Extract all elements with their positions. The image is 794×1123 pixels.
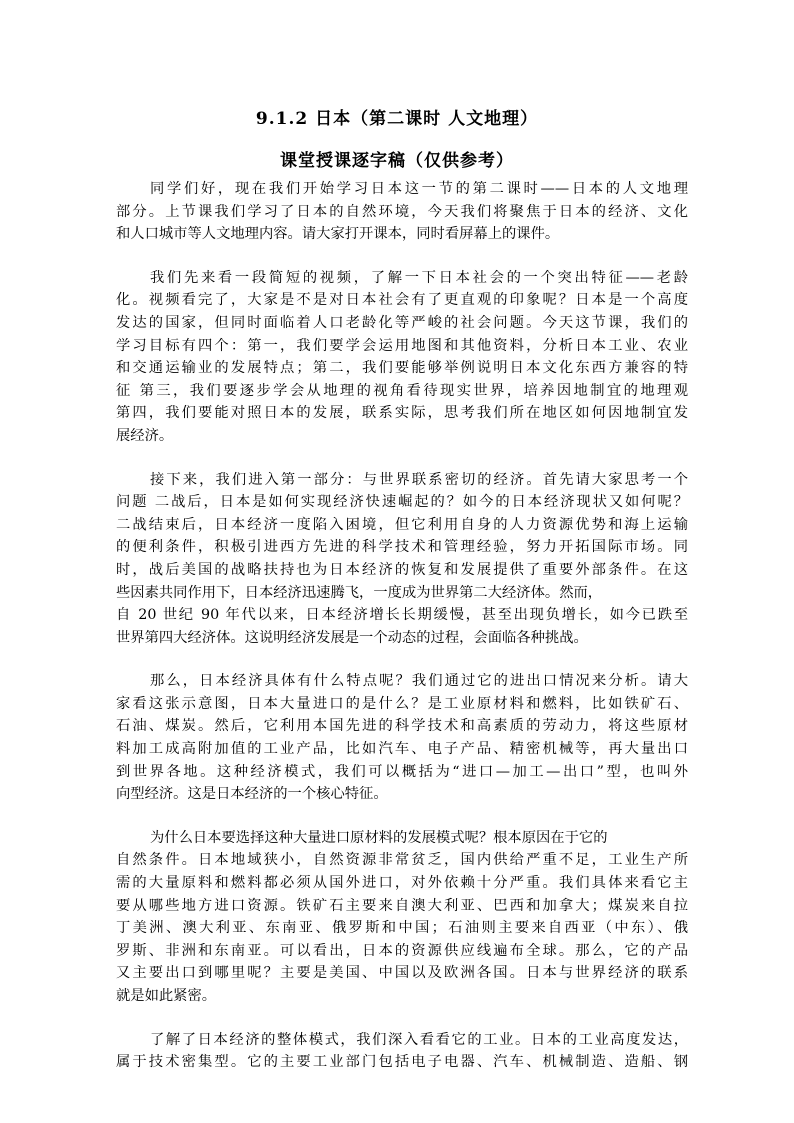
paragraph-line: 的便利条件，积极引进西方先进的科学技术和管理经验，努力开拓国际市场。同 <box>116 539 688 556</box>
paragraph-line: 二战结束后，日本经济一度陷入困境，但它利用自身的人力资源优势和海上运输 <box>116 516 688 533</box>
paragraph-intro <box>116 178 688 246</box>
paragraph-line: 些因素共同作用下，日本经济迅速腾飞，一度成为世界第二大经济体。然而， <box>116 584 603 601</box>
document-title: 9.1.2 日本（第二课时 人文地理） <box>255 109 539 129</box>
paragraph-line: 了解了日本经济的整体模式，我们深入看看它的工业。日本的工业高度发达， <box>150 1031 688 1048</box>
paragraph-line: 料加工成高附加值的工业产品，比如汽车、电子产品、精密机械等，再大量出口 <box>116 741 688 758</box>
paragraph-line: 又主要出口到哪里呢？主要是美国、中国以及欧洲各国。日本与世界经济的联系 <box>116 965 688 982</box>
paragraph-line: 部分。上节课我们学习了日本的自然环境，今天我们将聚焦于日本的经济、文化 <box>116 203 688 220</box>
paragraph-line: 自然条件。日本地域狭小，自然资源非常贫乏，国内供给严重不足，工业生产所 <box>116 852 688 869</box>
document-subtitle: 课堂授课逐字稿（仅供参考） <box>280 151 514 171</box>
paragraph-line: 要从哪些地方进口资源。铁矿石主要来自澳大利亚、巴西和加拿大；煤炭来自拉 <box>116 897 688 914</box>
paragraph-objectives <box>116 267 688 448</box>
paragraph-trade-model <box>116 670 688 806</box>
paragraph-line: 和交通运输业的发展特点；第二，我们要能够举例说明日本文化东西方兼容的特 <box>116 360 688 377</box>
paragraph-line: 化。视频看完了，大家是不是对日本社会有了更直观的印象呢？日本是一个高度 <box>116 292 688 309</box>
paragraph-line: 世界第四大经济体。这说明经济发展是一个动态的过程，会面临各种挑战。 <box>116 629 588 646</box>
paragraph-line: 就是如此紧密。 <box>116 988 217 1004</box>
paragraph-line: 石油、煤炭。然后，它利用本国先进的科学技术和高素质的劳动力，将这些原材 <box>116 718 688 735</box>
paragraph-line: 征 第三，我们要逐步学会从地理的视角看待现实世界，培养因地制宜的地理观 <box>116 382 688 399</box>
paragraph-line: 同学们好，现在我们开始学习日本这一节的第二课时——日本的人文地理 <box>150 181 688 197</box>
paragraph-industry <box>116 1029 688 1074</box>
paragraph-line: 和人口城市等人文地理内容。请大家打开课本，同时看屏幕上的课件。 <box>116 226 560 243</box>
paragraph-resources <box>116 827 688 1008</box>
paragraph-line: 为什么日本要选择这种大量进口原材料的发展模式呢？根本原因在于它的 <box>150 829 608 846</box>
paragraph-line: 家看这张示意图，日本大量进口的是什么？是工业原材料和燃料，比如铁矿石、 <box>116 695 688 712</box>
paragraph-line: 第四，我们要能对照日本的发展，联系实际，思考我们所在地区如何因地制宜发 <box>116 405 688 422</box>
paragraph-line: 学习目标有四个：第一，我们要学会运用地图和其他资料，分析日本工业、农业 <box>116 337 688 354</box>
paragraph-line: 我们先来看一段简短的视频，了解一下日本社会的一个突出特征——老龄 <box>150 269 688 286</box>
paragraph-economy-history <box>116 469 688 650</box>
paragraph-line: 罗斯、非洲和东南亚。可以看出，日本的资源供应线遍布全球。那么，它的产品 <box>116 942 688 959</box>
paragraph-line: 丁美洲、澳大利亚、东南亚、俄罗斯和中国；石油则主要来自西亚（中东）、俄 <box>116 920 688 937</box>
paragraph-line: 需的大量原料和燃料都必须从国外进口，对外依赖十分严重。我们具体来看它主 <box>116 875 688 892</box>
paragraph-line: 自 20 世纪 90 年代以来，日本经济增长长期缓慢，甚至出现负增长，如今已跌至 <box>116 607 688 624</box>
paragraph-line: 问题 二战后，日本是如何实现经济快速崛起的？如今的日本经济现状又如何呢？ <box>116 494 688 511</box>
document-body <box>116 178 688 1095</box>
paragraph-line: 向型经济。这是日本经济的一个核心特征。 <box>116 786 388 803</box>
paragraph-line: 发达的国家，但同时面临着人口老龄化等严峻的社会问题。今天这节课，我们的 <box>116 314 688 331</box>
paragraph-line: 到世界各地。这种经济模式，我们可以概括为“进口—加工—出口”型，也叫外 <box>116 763 688 780</box>
paragraph-line: 那么，日本经济具体有什么特点呢？我们通过它的进出口情况来分析。请大 <box>150 673 688 690</box>
paragraph-line: 接下来，我们进入第一部分：与世界联系密切的经济。首先请大家思考一个 <box>150 471 688 488</box>
paragraph-line: 展经济。 <box>116 427 174 444</box>
paragraph-line: 属于技术密集型。它的主要工业部门包括电子电器、汽车、机械制造、造船、钢 <box>116 1054 688 1071</box>
paragraph-line: 时，战后美国的战略扶持也为日本经济的恢复和发展提供了重要外部条件。在这 <box>116 561 688 578</box>
